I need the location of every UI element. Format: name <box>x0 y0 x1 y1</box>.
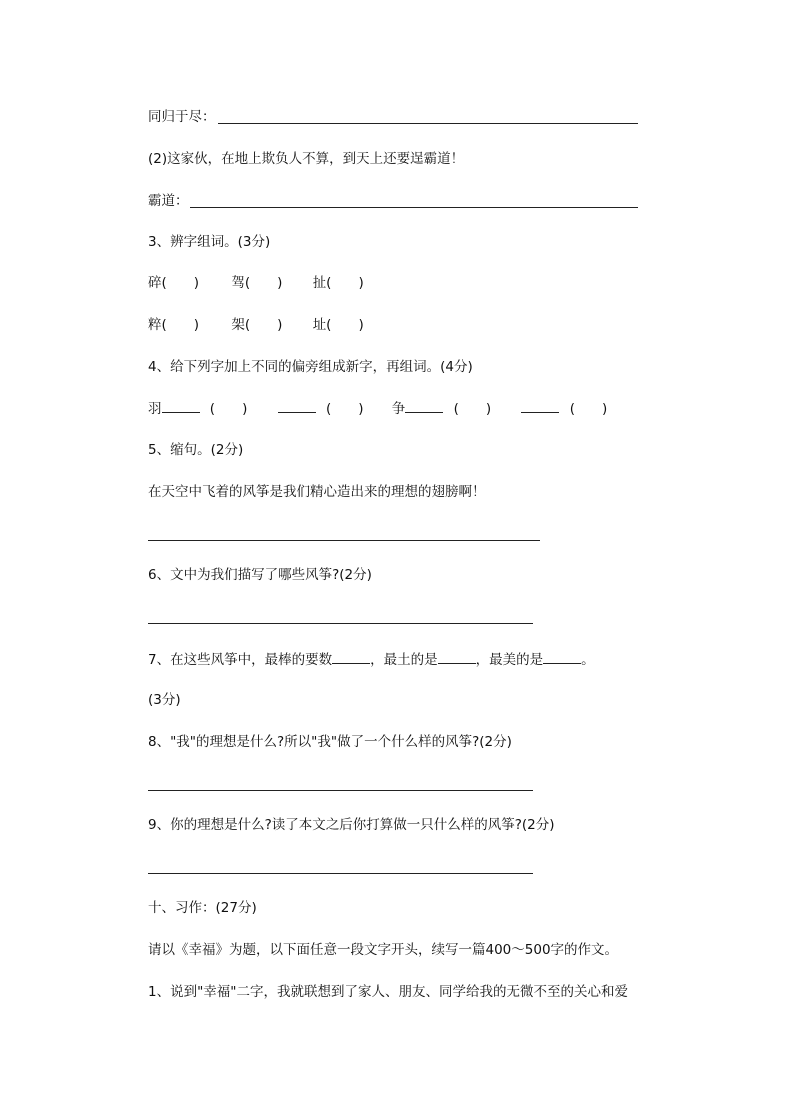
fill-blank[interactable] <box>521 399 559 413</box>
paren-blank[interactable]: ( ) <box>569 401 608 417</box>
fill-blank[interactable] <box>162 399 200 413</box>
fill-blank[interactable] <box>278 399 316 413</box>
essay-opening: 1、说到"幸福"二字，我就联想到了家人、朋友、同学给我的无微不至的关心和爱 <box>148 984 629 1000</box>
question-title: 8、"我"的理想是什么?所以"我"做了一个什么样的风筝?(2分) <box>148 734 512 750</box>
answer-line[interactable] <box>148 873 533 874</box>
answer-line[interactable] <box>148 623 533 624</box>
answer-line[interactable] <box>218 123 638 124</box>
question-title: 9、你的理想是什么?读了本文之后你打算做一只什么样的风筝?(2分) <box>148 817 555 833</box>
question-title: 6、文中为我们描写了哪些风筝?(2分) <box>148 567 372 583</box>
fill-blank[interactable] <box>405 399 443 413</box>
question-title: 3、辨字组词。(3分) <box>148 234 271 250</box>
question-sentence: 在天空中飞着的风筝是我们精心造出来的理想的翅膀啊！ <box>148 484 486 500</box>
paren-blank[interactable]: ( ) <box>325 401 364 417</box>
radical-char: 羽 <box>148 401 162 417</box>
question-sentence: (2)这家伙，在地上欺负人不算，到天上还要逞霸道！ <box>148 151 465 167</box>
question-title: 5、缩句。(2分) <box>148 442 244 458</box>
word-item: 架( ) <box>231 317 283 333</box>
section-title: 十、习作：(27分) <box>148 900 257 916</box>
radical-row <box>148 399 607 418</box>
fill-blank[interactable] <box>543 650 581 664</box>
answer-line[interactable] <box>190 207 638 208</box>
answer-line[interactable] <box>148 790 533 791</box>
answer-label-tongguiyujin: 同归于尽： <box>148 109 216 125</box>
answer-line[interactable] <box>148 540 540 541</box>
fill-blank[interactable] <box>332 650 370 664</box>
paren-blank[interactable]: ( ) <box>453 401 492 417</box>
question-text: 7、在这些风筝中，最棒的要数 <box>148 652 333 668</box>
question-title <box>148 650 595 669</box>
fill-blank[interactable] <box>438 650 476 664</box>
word-item: 粹( ) <box>148 317 200 333</box>
radical-char: 争 <box>391 401 406 417</box>
word-row <box>148 316 364 334</box>
question-text: ，最土的是 <box>370 652 438 668</box>
question-score: (3分) <box>148 692 181 708</box>
paren-blank[interactable]: ( ) <box>209 401 248 417</box>
answer-label-badao: 霸道： <box>148 193 189 209</box>
word-item: 碎( ) <box>148 275 200 291</box>
question-text: ，最美的是 <box>475 652 544 668</box>
question-title: 4、给下列字加上不同的偏旁组成新字，再组词。(4分) <box>148 359 473 375</box>
word-item: 扯( ) <box>312 275 364 291</box>
word-item: 驾( ) <box>231 275 283 291</box>
word-item: 址( ) <box>312 317 364 333</box>
question-text: 。 <box>581 652 595 668</box>
essay-instruction: 请以《幸福》为题，以下面任意一段文字开头，续写一篇400～500字的作文。 <box>148 942 619 958</box>
word-row <box>148 274 364 292</box>
